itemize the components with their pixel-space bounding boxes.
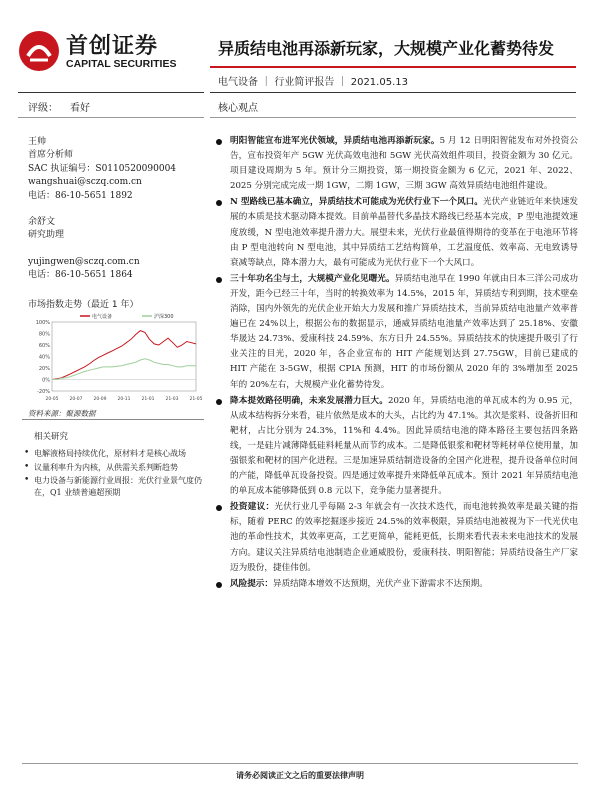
related-item[interactable]: • 议量利率升为内核，从供需关系判断趋势 <box>24 462 202 474</box>
assistant-email[interactable]: yujingwen@sczq.com.cn <box>28 256 140 267</box>
y-tick-label: -20% <box>37 389 50 395</box>
analyst-cert: SAC 执证编号：S0110520090004 <box>28 163 177 174</box>
x-tick-label: 21-05 <box>189 397 203 402</box>
paragraph <box>216 394 578 500</box>
paragraph-text: 2020 年，异质结电池的单瓦成本约为 0.95 元，从成本结构拆分来看，硅片依然是成本的大头，占比约为 47.1%。其次是浆料、设备折旧和靶材，占比分别为 24.3%，11%和 4.4%。因此异质结电池的降本路径主要包括四条路线，一是硅片减薄降低硅料耗量从而节约成本。二是降低银浆和靶材等耗材单位使用量，加强银浆和靶材的国产化进程。三是加速异质结制造设备的全国产化进程，提升设备单位时间的产能，降低单瓦设备投资。四是通过效率提升来降低单瓦成本。预计 2021 年异质结电池的单瓦成本能够降低到 0.8 元以下，竞争能力显著提升。 <box>230 395 579 497</box>
plot-frame <box>52 322 196 391</box>
x-tick-label: 20-09 <box>93 397 107 402</box>
company-logo <box>14 26 204 82</box>
paragraph-lead: 投资建议： <box>230 502 275 513</box>
paragraph <box>216 134 578 194</box>
y-tick-label: 20% <box>38 366 50 372</box>
bullet-icon <box>216 505 222 511</box>
company-name-en: CAPITAL SECURITIES <box>66 58 177 70</box>
related-item[interactable]: • 电力设备与新能源行业周报：光伏行业景气度仍在，Q1 业绩普遍超预期 <box>24 475 202 498</box>
analyst-role: 首席分析师 <box>28 150 74 161</box>
y-tick-label: 80% <box>38 331 50 338</box>
paragraph-lead: 降本提效路径明确，未来发展潜力巨大。 <box>230 395 388 406</box>
assistant-role: 研究助理 <box>28 230 65 241</box>
report-title: 异质结电池再添新玩家，大规模产业化蓄势待发 <box>218 39 555 58</box>
market-index-chart <box>28 310 203 405</box>
x-tick-label: 21-03 <box>165 397 179 402</box>
y-tick-label: 0% <box>42 377 50 384</box>
bullet-icon <box>216 582 222 588</box>
paragraph <box>216 272 578 393</box>
analyst-phone: 电话：86-10-5651 1892 <box>28 190 133 201</box>
related-research-heading: 相关研究 <box>34 432 69 442</box>
x-tick-label: 20-05 <box>45 397 59 402</box>
footer-disclaimer: 请务必阅读正文之后的重要法律声明 <box>236 770 364 780</box>
paragraph-text: 异质结降本增效不达预期，光伏产业下游需求不达预期。 <box>272 578 488 589</box>
y-tick-label: 100% <box>35 320 50 326</box>
bullet-icon <box>216 399 222 405</box>
x-tick-label: 21-01 <box>141 397 155 402</box>
y-tick-label: 40% <box>38 354 50 361</box>
paragraph-lead: 三十年功名尘与土，大规模产业化见曙光。 <box>230 273 395 284</box>
chart-divider <box>22 419 204 420</box>
bullet-icon <box>216 200 222 206</box>
series-line-electrical-equipment <box>52 331 196 380</box>
left-divider <box>18 92 204 93</box>
analyst-name: 王帅 <box>28 137 47 147</box>
paragraph-lead: 明阳智能宣布进军光伏领域，异质结电池再添新玩家。 <box>230 136 440 146</box>
right-divider-2 <box>210 117 576 118</box>
report-subtitle: 电气设备 ｜ 行业简评报告 ｜ 2021.05.13 <box>218 77 408 88</box>
paragraph-text: 异质结电池早在 1990 年就由日本三洋公司成功开发，距今已经三十年，当时的转换效率为 14.5%，2015 年，异质结专利到期，技术壁垒消除，国内外领先的光伏企业开始大力发展和推广异质结技术，当前异质结电池量产效率普遍已在 24%以上，根据公布的数据显示，通威异质结电池量产效率达到了 25.18%、安徽华晟达 24.73%、爱康科技 24.59%、东方日升 24.55%。异质结技术的快速提升吸引了行业关注的目光，2020 年，各企业宣布的 HIT 产能规划达到 27.75GW，目前已建成的 HIT 产能在 3-5GW，根据 CPIA 预测，HIT 的市场份额从 2020 年的 3%增加至 2025 年的 20%左右，大规模产业化蓄势待发。 <box>230 273 578 390</box>
legend-label: 沪深300 <box>154 314 174 320</box>
rating-value: 看好 <box>70 103 90 114</box>
related-item[interactable]: • 电解液格局持续优化，原材料才是核心战场 <box>24 448 202 460</box>
paragraph-lead: N 型路线已基本确立，异质结技术可能成为光伏行业下一个风口。 <box>230 197 483 208</box>
x-tick-label: 20-07 <box>69 397 83 402</box>
paragraph-lead: 风险提示： <box>230 578 273 589</box>
analyst-info <box>28 136 198 283</box>
left-divider-2 <box>18 117 204 118</box>
core-views-heading: 核心观点 <box>218 103 258 114</box>
paragraph-text: 光伏行业几乎每隔 2-3 年就会有一次技术迭代，而电池转换效率是最关键的指标，随着 PERC 的效率挖掘逐步接近 24.5%的效率极限，异质结电池被视为下一代光伏电池的革命性技术，其效率更高，工艺更简单，能耗更低，长期来看代表未来电池技术的发展方向。建议关注异质结电池制造企业通威股份，爱康科技、明阳智能；异质结设备生产厂家迈为股份，捷佳伟创。 <box>230 502 578 573</box>
bullet-icon <box>216 139 222 145</box>
series-line-csi300 <box>52 359 196 380</box>
paragraph-text: 光伏产业链近年来快速发展的本质是技术驱动降本提效。目前单晶替代多晶技术路线已经基本完成，P 型电池提效速度放缓，N 型电池效率提升潜力大。展望未来，光伏行业最值得期待的变革在于电池环节将由 P 型电池转向 N 型电池，其中异质结工艺结构简单，工艺温度低、效率高、无电致诱导衰减等缺点，降本潜力大，最有可能成为光伏行业下一个大风口。 <box>230 197 578 268</box>
company-name-cn: 首创证券 <box>66 34 159 59</box>
chart-source: 资料来源：聚源数据 <box>28 409 96 418</box>
title-divider <box>210 66 576 68</box>
bullet-icon <box>216 277 222 283</box>
analyst-email[interactable]: wangshuai@sczq.com.cn <box>28 177 142 188</box>
related-research-list <box>24 448 202 500</box>
chart-title: 市场指数走势（最近 1 年） <box>28 300 139 310</box>
paragraph <box>216 577 578 592</box>
paragraph <box>216 500 578 575</box>
paragraph-text: 5 月 12 日明阳智能发布对外投资公告，宣布投资年产 5GW 光伏高效电池和 5GW 光伏高效组件项目，投资金额为 30 亿元。项目建设周期为 5 年。预计分三期投资，第一期投资金额为 6 亿元，2021 年、2022、2025 分别完成完成一期 1GW，二期 1GW，三期 3GW 高效异质结电池组件建设。 <box>230 136 578 192</box>
assistant-name: 余舒文 <box>28 217 56 228</box>
paragraph <box>216 195 578 270</box>
core-views-body <box>216 134 578 593</box>
x-tick-label: 20-11 <box>117 397 131 402</box>
y-tick-label: 60% <box>38 343 50 349</box>
right-divider <box>210 92 576 93</box>
assistant-phone: 电话：86-10-5651 1864 <box>28 270 133 281</box>
rating-label: 评级： <box>28 103 58 114</box>
logo-mark-icon <box>18 30 60 72</box>
footer-divider <box>22 763 578 764</box>
legend-label: 电气设备 <box>92 314 113 320</box>
